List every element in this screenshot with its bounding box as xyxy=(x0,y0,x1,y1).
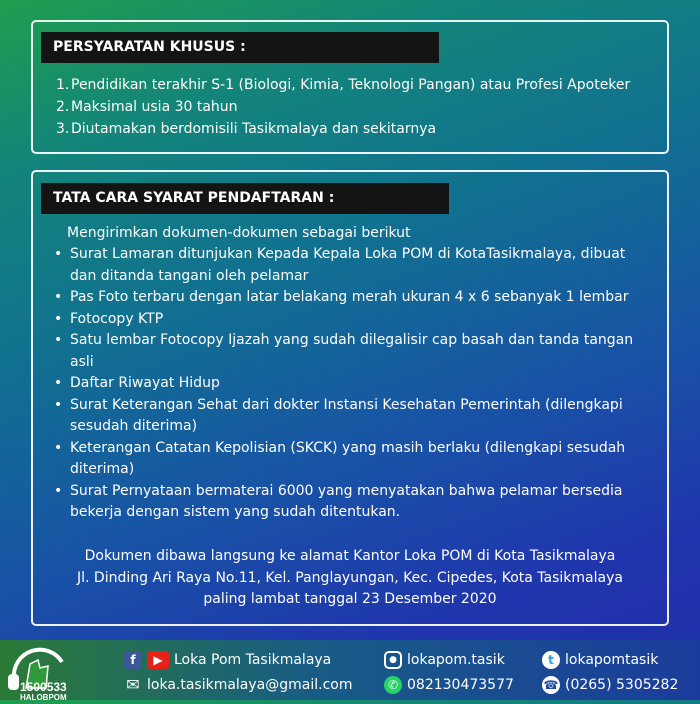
phone-icon: ☎ xyxy=(543,678,559,692)
list-item: • Pas Foto terbaru dengan latar belakang merah ukuran 4 x 6 sebanyak 1 lembar xyxy=(54,289,629,305)
registration-intro: Mengirimkan dokumen-dokumen sebagai berikut xyxy=(67,225,411,241)
document-list xyxy=(52,244,652,524)
footer-email[interactable]: ✉ loka.tasikmalaya@gmail.com xyxy=(124,675,353,695)
list-item: • Surat Keterangan Sehat dari dokter Instansi Kesehatan Pemerintah (dilengkapi sesudah diterima) xyxy=(54,396,623,434)
list-item: 1. Pendidikan terakhir S-1 (Biologi, Kimia, Teknologi Pangan) atau Profesi Apoteker xyxy=(56,77,631,93)
list-item: • Daftar Riwayat Hidup xyxy=(54,375,220,391)
whatsapp-icon: ✆ xyxy=(384,676,402,694)
footer-phone[interactable]: ☎ (0265) 5305282 xyxy=(543,677,679,693)
footer-instagram[interactable]: ● lokapom.tasik xyxy=(384,650,505,670)
list-item: • Surat Pernyataan bermaterai 6000 yang menyatakan bahwa pelamar bersedia bekerja dengan sistem yang sudah ditentukan. xyxy=(54,482,623,520)
footer-bar xyxy=(0,640,700,700)
svg-text:1500533: 1500533 xyxy=(20,680,67,694)
list-item: 3. Diutamakan berdomisili Tasikmalaya dan sekitarnya xyxy=(56,121,437,137)
svg-text:HALOBPOM: HALOBPOM xyxy=(20,693,67,700)
list-item: • Satu lembar Fotocopy Ijazah yang sudah dilegalisir cap basah dan tanda tangan asli xyxy=(54,332,634,370)
list-item: 2. Maksimal usia 30 tahun xyxy=(56,99,238,115)
twitter-icon: t xyxy=(542,651,560,669)
list-item: • Fotocopy KTP xyxy=(54,310,164,327)
footer-facebook-youtube[interactable]: f ▶ Loka Pom Tasikmalaya xyxy=(124,650,331,670)
registration-panel xyxy=(31,170,669,626)
mail-icon: ✉ xyxy=(126,675,140,694)
list-item: • Surat Lamaran ditunjukan Kepada Kepala Loka POM di KotaTasikmalaya, dibuat dan ditanda tangani oleh pelamar xyxy=(54,246,626,284)
list-item: • Keterangan Catatan Kepolisian (SKCK) yang masih berlaku (dilengkapi sesudah diterima) xyxy=(54,439,626,477)
footer-whatsapp[interactable]: ✆ 082130473577 xyxy=(384,675,514,695)
requirements-title: PERSYARATAN KHUSUS : xyxy=(41,32,439,63)
facebook-icon: f xyxy=(124,651,142,669)
halo-bpom-logo xyxy=(8,644,118,700)
halo-bpom-logo-graphic xyxy=(8,644,118,700)
requirements-list xyxy=(56,74,630,140)
youtube-icon: ▶ xyxy=(147,651,169,669)
instagram-icon: ● xyxy=(384,651,402,669)
closing-note: Dokumen dibawa langsung ke alamat Kantor Loka POM di Kota Tasikmalaya Jl. Dinding Ari Raya No.11, Kel. Panglayungan, Kec. Cipedes, Kota Tasikmalaya paling lambat tanggal 23 Desember 2020 xyxy=(77,548,623,607)
registration-title: TATA CARA SYARAT PENDAFTARAN : xyxy=(41,183,449,214)
requirements-panel xyxy=(31,20,669,154)
footer-twitter[interactable]: t lokapomtasik xyxy=(542,650,658,670)
